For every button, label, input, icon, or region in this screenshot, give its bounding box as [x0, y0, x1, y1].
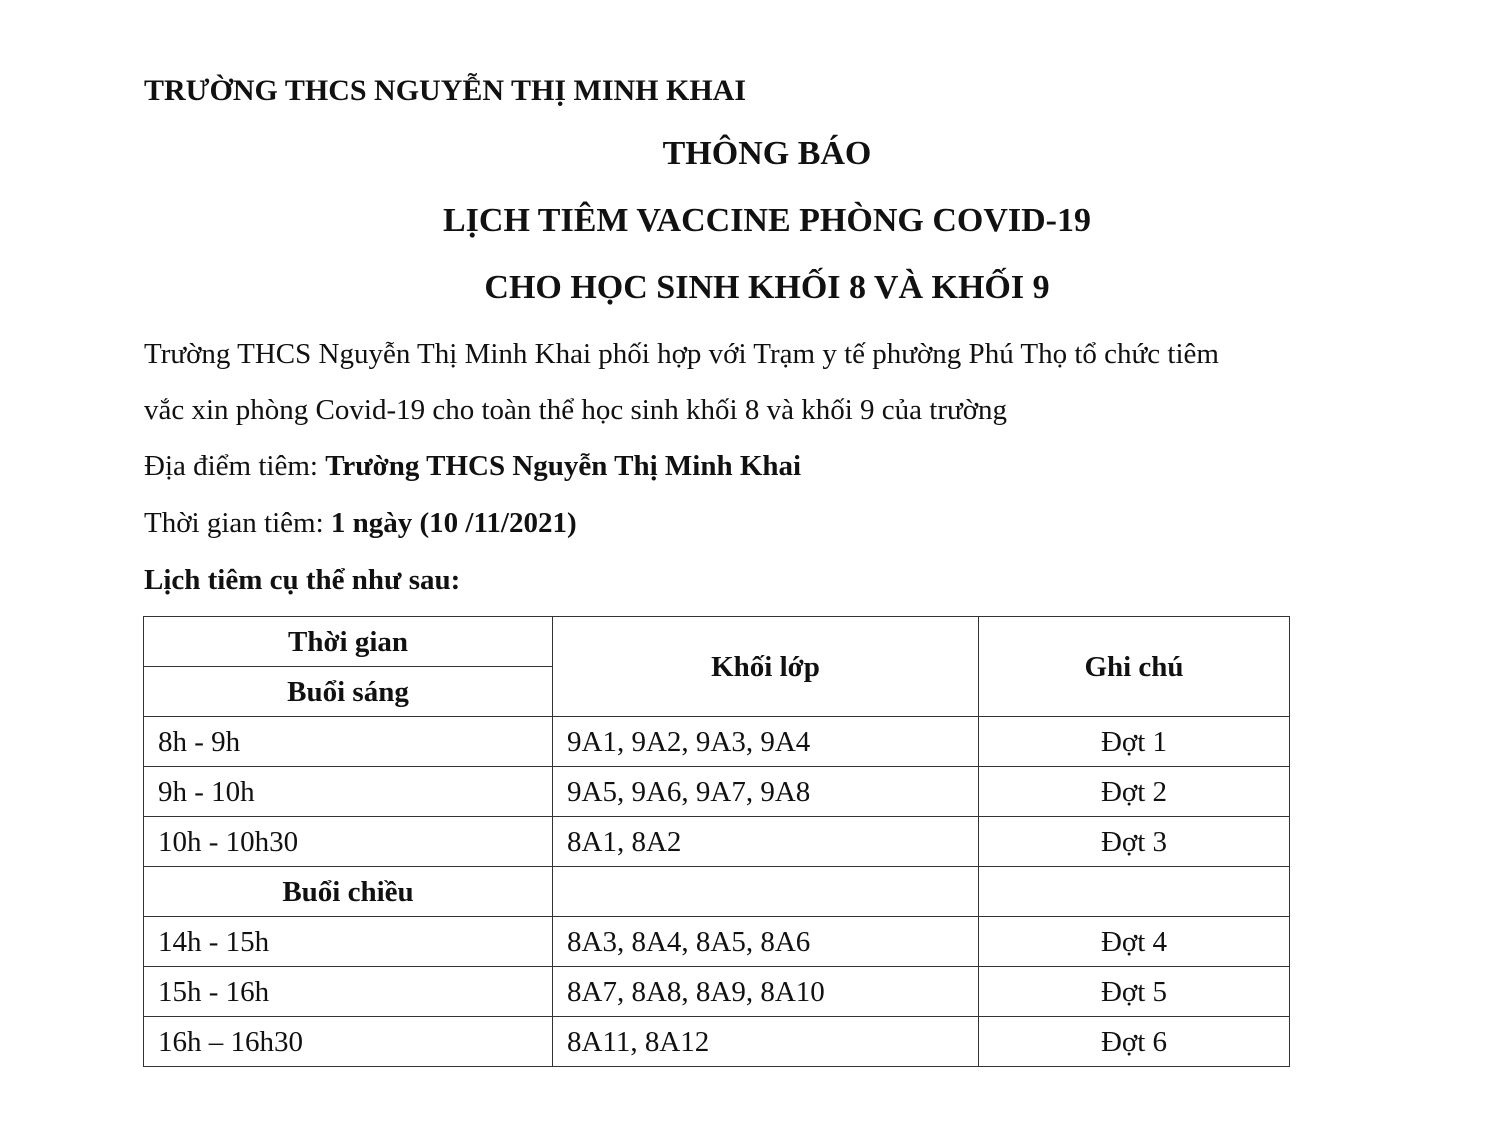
- row-time: 15h - 16h: [144, 967, 553, 1017]
- time-line: [144, 505, 577, 541]
- location-label: Địa điểm tiêm:: [144, 450, 326, 482]
- header-note: Ghi chú: [979, 617, 1290, 717]
- afternoon-session-label: Buổi chiều: [144, 867, 553, 917]
- row-time: 10h - 10h30: [144, 817, 553, 867]
- row-time: 14h - 15h: [144, 917, 553, 967]
- time-value: 1 ngày (10 /11/2021): [330, 507, 577, 539]
- row-note: Đợt 5: [979, 967, 1290, 1017]
- row-time: 9h - 10h: [144, 767, 553, 817]
- header-row: [144, 617, 1290, 667]
- row-classes: 8A1, 8A2: [553, 817, 979, 867]
- table-row: [144, 917, 1290, 967]
- morning-session-label: Buổi sáng: [144, 667, 553, 717]
- intro-line-2: vắc xin phòng Covid-19 cho toàn thể học sinh khối 8 và khối 9 của trường: [144, 394, 1008, 426]
- schedule-intro: Lịch tiêm cụ thể như sau:: [144, 564, 461, 596]
- document-subtitle-line-1: LỊCH TIÊM VACCINE PHÒNG COVID-19: [443, 202, 1091, 239]
- header-time: Thời gian: [144, 617, 553, 667]
- intro-line-1: Trường THCS Nguyễn Thị Minh Khai phối hợp với Trạm y tế phường Phú Thọ tổ chức tiêm: [144, 338, 1219, 370]
- table-row: [144, 817, 1290, 867]
- row-note: Đợt 6: [979, 1017, 1290, 1067]
- row-time: 16h – 16h30: [144, 1017, 553, 1067]
- header-grade: Khối lớp: [553, 617, 979, 717]
- row-note: Đợt 2: [979, 767, 1290, 817]
- row-classes: 9A5, 9A6, 9A7, 9A8: [553, 767, 979, 817]
- empty-cell: [553, 867, 979, 917]
- row-classes: 8A11, 8A12: [553, 1017, 979, 1067]
- document-subtitle-line-2: CHO HỌC SINH KHỐI 8 VÀ KHỐI 9: [484, 269, 1050, 306]
- row-note: Đợt 3: [979, 817, 1290, 867]
- location-value: Trường THCS Nguyễn Thị Minh Khai: [325, 450, 802, 482]
- table-row: [144, 767, 1290, 817]
- location-line: [144, 448, 801, 484]
- table-row: [144, 967, 1290, 1017]
- row-time: 8h - 9h: [144, 717, 553, 767]
- empty-cell: [979, 867, 1290, 917]
- table-row: [144, 717, 1290, 767]
- row-note: Đợt 4: [979, 917, 1290, 967]
- afternoon-session-row: [144, 867, 1290, 917]
- school-name: TRƯỜNG THCS NGUYỄN THỊ MINH KHAI: [144, 74, 747, 107]
- row-classes: 8A3, 8A4, 8A5, 8A6: [553, 917, 979, 967]
- time-label: Thời gian tiêm:: [144, 507, 331, 539]
- table-row: [144, 1017, 1290, 1067]
- row-classes: 9A1, 9A2, 9A3, 9A4: [553, 717, 979, 767]
- schedule-table: [143, 616, 1290, 1067]
- row-classes: 8A7, 8A8, 8A9, 8A10: [553, 967, 979, 1017]
- row-note: Đợt 1: [979, 717, 1290, 767]
- document-title: THÔNG BÁO: [662, 135, 872, 172]
